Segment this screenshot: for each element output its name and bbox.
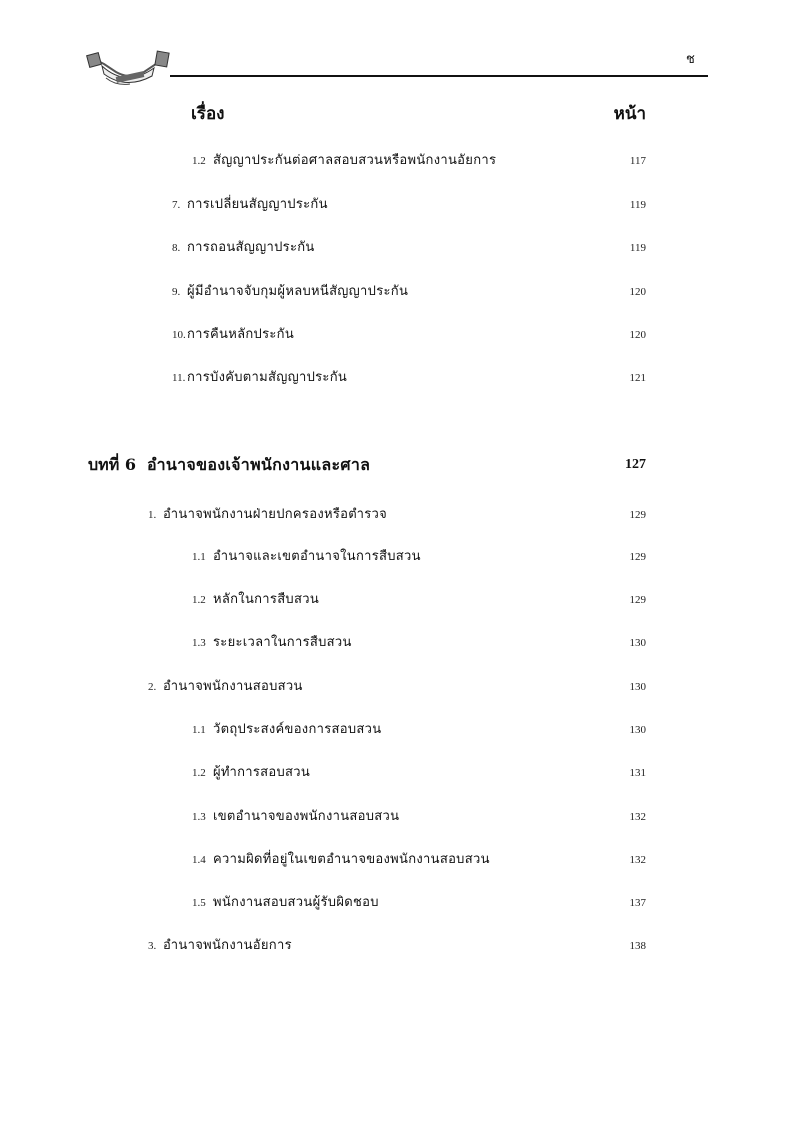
toc-number: 1.3: [192, 637, 206, 649]
toc-row[interactable]: [0, 281, 794, 303]
toc-row[interactable]: [0, 324, 794, 346]
toc-title: เขตอำนาจของพนักงานสอบสวน: [213, 809, 400, 824]
toc-page-number: 121: [629, 372, 646, 384]
toc-number: 7.: [172, 199, 181, 211]
toc-number: 11.: [172, 372, 186, 384]
toc-page-number: 132: [629, 811, 646, 823]
toc-title: การถอนสัญญาประกัน: [187, 240, 315, 255]
toc-row[interactable]: [0, 504, 794, 526]
toc-title: ผู้ทำการสอบสวน: [213, 765, 311, 780]
toc-number: 1.5: [192, 897, 206, 909]
toc-title: หลักในการสืบสวน: [213, 592, 320, 607]
toc-row[interactable]: [0, 546, 794, 568]
toc-row[interactable]: [0, 762, 794, 784]
toc-page-number: 120: [629, 329, 646, 341]
toc-number: 8.: [172, 242, 181, 254]
toc-title: ผู้มีอำนาจจับกุมผู้หลบหนีสัญญาประกัน: [187, 284, 409, 299]
toc-row[interactable]: [0, 676, 794, 698]
toc-page-number: 130: [629, 724, 646, 736]
toc-number: 1.1: [192, 724, 206, 736]
toc-row[interactable]: [0, 589, 794, 611]
toc-page-number: 119: [629, 242, 646, 254]
toc-row[interactable]: [0, 892, 794, 914]
toc-title: การเปลี่ยนสัญญาประกัน: [187, 197, 328, 212]
toc-page-number: 137: [629, 897, 646, 909]
toc-page-number: 129: [629, 509, 646, 521]
toc-row[interactable]: [0, 150, 794, 172]
toc-page-number: 119: [629, 199, 646, 211]
toc-page-number: 130: [629, 637, 646, 649]
toc-row[interactable]: [0, 849, 794, 871]
toc-title: อำนาจของเจ้าพนักงานและศาล: [147, 455, 371, 474]
toc-row[interactable]: [0, 194, 794, 216]
toc-row[interactable]: [0, 237, 794, 259]
toc-number: 1.2: [192, 767, 206, 779]
toc-number: บทที่ 6: [88, 455, 136, 474]
toc-page-number: 130: [629, 681, 646, 693]
toc-chapter-row[interactable]: [0, 454, 794, 476]
toc-number: 2.: [148, 681, 157, 693]
toc-title: ระยะเวลาในการสืบสวน: [213, 635, 352, 650]
toc-number: 10.: [172, 329, 186, 341]
toc-page-number: 131: [629, 767, 646, 779]
toc-number: 3.: [148, 940, 157, 952]
toc-page-number: 138: [629, 940, 646, 952]
toc-row[interactable]: [0, 367, 794, 389]
toc-number: 9.: [172, 286, 181, 298]
toc-title: อำนาจพนักงานสอบสวน: [163, 679, 303, 694]
toc-number: 1.4: [192, 854, 206, 866]
column-heading-subject: เรื่อง: [191, 104, 225, 124]
toc-title: อำนาจและเขตอำนาจในการสืบสวน: [213, 549, 421, 564]
toc-title: วัตถุประสงค์ของการสอบสวน: [213, 722, 382, 737]
column-heading-page: หน้า: [613, 104, 646, 124]
toc-title: พนักงานสอบสวนผู้รับผิดชอบ: [213, 895, 379, 910]
toc-number: 1.2: [192, 155, 206, 167]
toc-page-number: 132: [629, 854, 646, 866]
toc-title: สัญญาประกันต่อศาลสอบสวนหรือพนักงานอัยการ: [213, 153, 497, 168]
toc-title: การคืนหลักประกัน: [187, 327, 295, 342]
toc-number: 1.: [148, 509, 157, 521]
toc-title: อำนาจพนักงานฝ่ายปกครองหรือตำรวจ: [163, 507, 388, 522]
toc-row[interactable]: [0, 719, 794, 741]
toc-page-number: 117: [629, 155, 646, 167]
toc-number: 1.3: [192, 811, 206, 823]
toc-title: การบังคับตามสัญญาประกัน: [187, 370, 348, 385]
scroll-logo-icon: [86, 50, 172, 90]
toc-page-number: 129: [629, 551, 646, 563]
toc-row[interactable]: [0, 632, 794, 654]
toc-page-number: 129: [629, 594, 646, 606]
toc-row[interactable]: [0, 806, 794, 828]
page-marker: ช: [686, 52, 695, 67]
toc-title: ความผิดที่อยู่ในเขตอำนาจของพนักงานสอบสวน: [213, 852, 490, 867]
toc-page-number: 127: [625, 457, 646, 472]
toc-number: 1.2: [192, 594, 206, 606]
toc-row[interactable]: [0, 935, 794, 957]
toc-number: 1.1: [192, 551, 206, 563]
toc-page-number: 120: [629, 286, 646, 298]
toc-title: อำนาจพนักงานอัยการ: [163, 938, 292, 953]
header-rule: [170, 75, 708, 77]
